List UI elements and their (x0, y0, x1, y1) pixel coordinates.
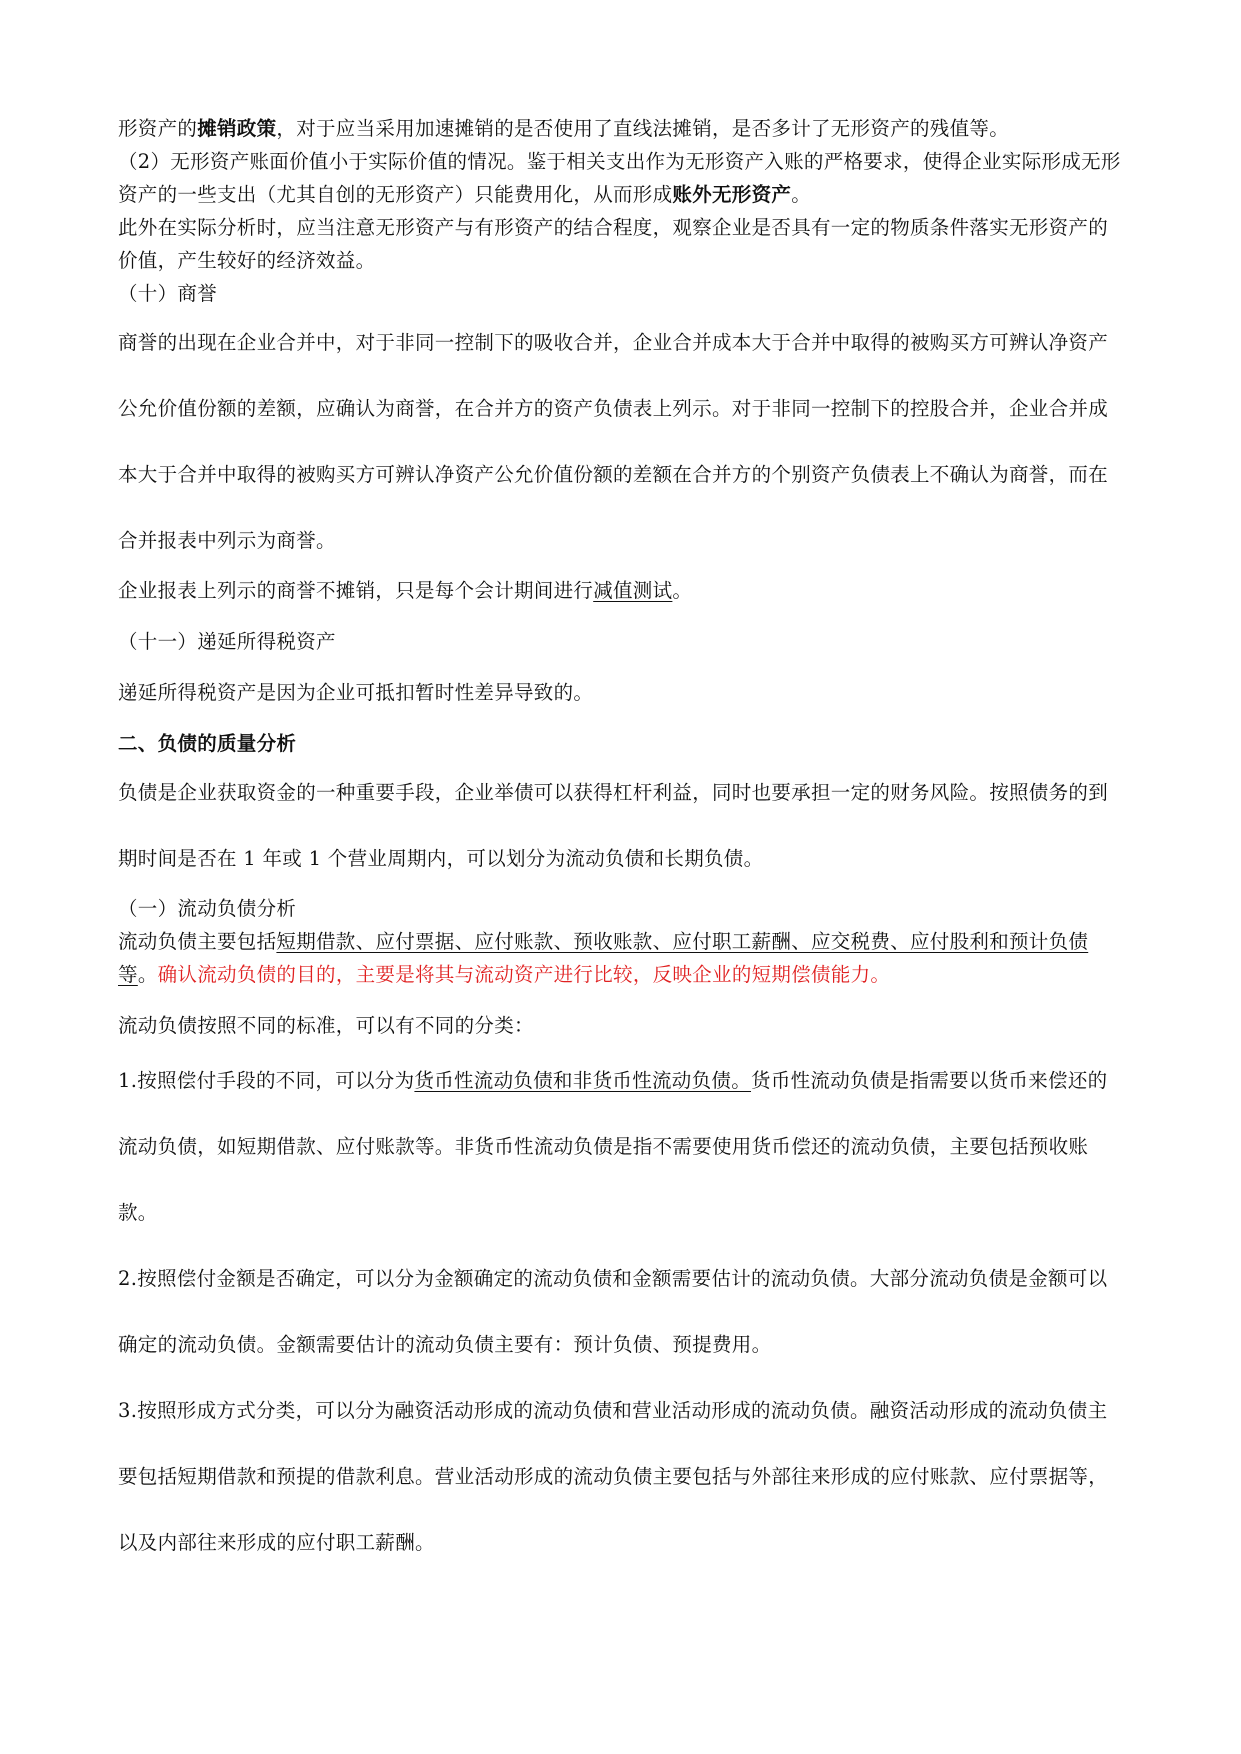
paragraph-amortization (118, 112, 1123, 145)
paragraph-classification-1 (118, 1048, 1123, 1246)
paragraph-liability-intro: 负债是企业获取资金的一种重要手段，企业举债可以获得杠杆利益，同时也要承担一定的财务风险。按照债务的到期时间是否在 1 年或 1 个营业周期内，可以划分为流动负债和长期负债。 (118, 781, 1109, 870)
paragraph-classification-3: 3.按照形成方式分类，可以分为融资活动形成的流动负债和营业活动形成的流动负债。融资活动形成的流动负债主要包括短期借款和预提的借款利息。营业活动形成的流动负债主要包括与外部往来形成的应付账款、应付票据等，以及内部往来形成的应付职工薪酬。 (118, 1399, 1109, 1554)
text: 1.按照偿付手段的不同，可以分为 (118, 1069, 415, 1092)
text: 。 (672, 579, 693, 602)
text: 形资产的 (118, 117, 198, 140)
underlined-list-current-liabilities: 短期借款、应付票据、应付账款、预收账款、应付职工薪酬、应交税费、应付股利和预计负债等 (118, 930, 1089, 986)
paragraph-goodwill: 商誉的出现在企业合并中，对于非同一控制下的吸收合并，企业合并成本大于合并中取得的被购买方可辨认净资产公允价值份额的差额，应确认为商誉，在合并方的资产负债表上列示。对于非同一控制下的控股合并，企业合并成本大于合并中取得的被购买方可辨认净资产公允价值份额的差额在合并方的个别资产负债表上不确认为商誉，而在合并报表中列示为商誉。 (118, 331, 1109, 552)
text: 企业报表上列示的商誉不摊销，只是每个会计期间进行 (118, 579, 594, 602)
text: 流动负债主要包括 (118, 930, 277, 953)
underlined-term-impairment-test: 减值测试 (593, 579, 673, 602)
text: ，对于应当采用加速摊销的是否使用了直线法摊销，是否多计了无形资产的残值等。 (276, 117, 1010, 140)
bold-term-off-book-intangibles: 账外无形资产 (672, 183, 792, 206)
paragraph-off-book-intangibles (118, 145, 1123, 211)
heading-current-liabilities: （一）流动负债分析 (118, 897, 297, 920)
paragraph-classification-2: 2.按照偿付金额是否确定，可以分为金额确定的流动负债和金额需要估计的流动负债。大部分流动负债是金额可以确定的流动负债。金额需要估计的流动负债主要有：预计负债、预提费用。 (118, 1267, 1108, 1356)
heading-goodwill: （十）商誉 (118, 282, 218, 305)
paragraph-current-liabilities (118, 925, 1123, 991)
paragraph-deferred-tax: 递延所得税资产是因为企业可抵扣暂时性差异导致的。 (118, 681, 594, 704)
text: 货币性流动负债是指需要以货币来偿还的流动负债，如短期借款、应付账款等。非货币性流动负债是指不需要使用货币偿还的流动负债，主要包括预收账款。 (118, 1069, 1108, 1224)
text: （2）无形资产账面价值小于实际价值的情况。鉴于相关支出作为无形资产入账的严格要求，使得企业实际形成无形资产的一些支出（尤其自创的无形资产）只能费用化，从而形成 (118, 150, 1121, 206)
paragraph-goodwill-impairment (118, 574, 1123, 607)
paragraph-classification-intro: 流动负债按照不同的标准，可以有不同的分类： (118, 1014, 534, 1037)
heading-liability-quality: 二、负债的质量分析 (118, 732, 297, 755)
bold-term-amortization-policy: 摊销政策 (197, 117, 277, 140)
paragraph-analysis-note: 此外在实际分析时，应当注意无形资产与有形资产的结合程度，观察企业是否具有一定的物质条件落实无形资产的价值，产生较好的经济效益。 (118, 216, 1109, 272)
underlined-term-monetary: 货币性流动负债和非货币性流动负债。 (414, 1069, 752, 1092)
text: 。 (137, 963, 158, 986)
heading-deferred-tax: （十一）递延所得税资产 (118, 630, 336, 653)
highlight-purpose: 确认流动负债的目的，主要是将其与流动资产进行比较，反映企业的短期偿债能力。 (157, 963, 891, 986)
text: 。 (791, 183, 812, 206)
